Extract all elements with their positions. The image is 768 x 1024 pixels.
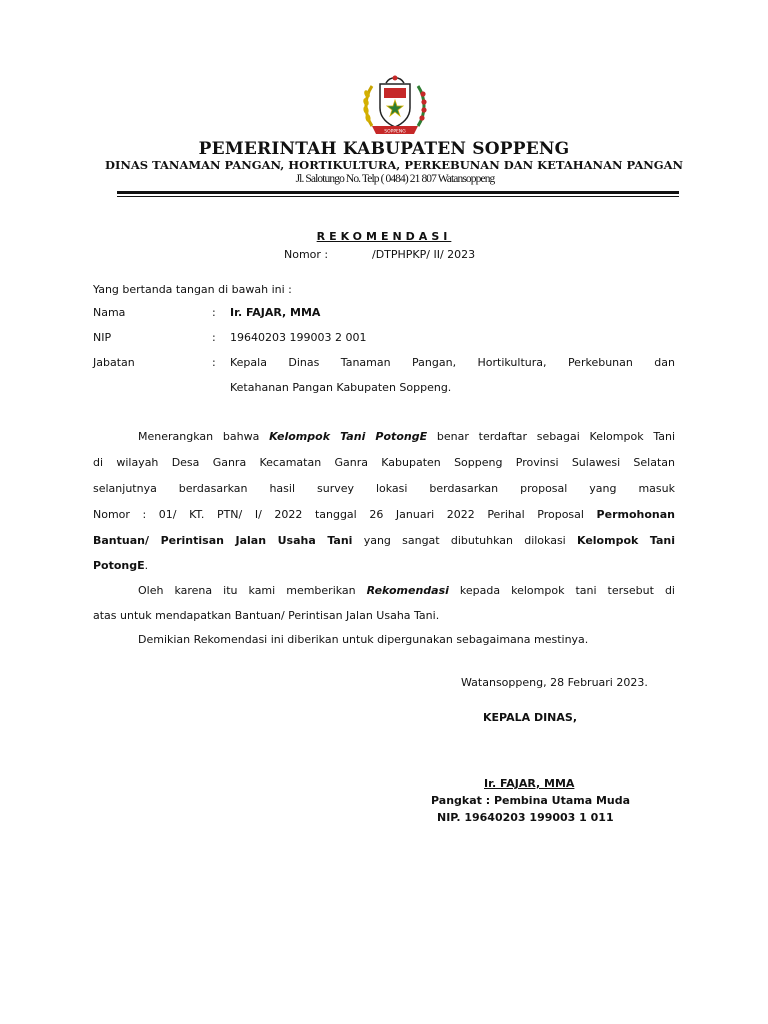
- p1-bold-text: Bantuan/ Perintisan Jalan Usaha Tani: [93, 534, 353, 547]
- farmer-group-name: Kelompok Tani PotongE: [269, 430, 428, 443]
- department-name: DINAS TANAMAN PANGAN, HORTIKULTURA, PERKEBUNAN DAN KETAHANAN PANGAN: [104, 158, 684, 172]
- signer-nip: NIP. 19640203 199003 1 011: [437, 811, 614, 824]
- letter-number-label: Nomor :: [284, 248, 329, 261]
- name-value: Ir. FAJAR, MMA: [230, 306, 321, 319]
- regency-coat-of-arms-icon: [358, 74, 432, 138]
- p2-text: Oleh karena itu kami memberikan: [138, 584, 356, 597]
- letterhead-rule-thick: [117, 191, 679, 194]
- name-label: Nama: [93, 306, 126, 319]
- p1-text: Menerangkan bahwa: [138, 430, 260, 443]
- paragraph1-line4: [93, 508, 675, 522]
- p1-text: yang sangat dibutuhkan dilokasi: [363, 534, 566, 547]
- paragraph2-line1: [138, 584, 675, 598]
- paragraph2-line2: atas untuk mendapatkan Bantuan/ Perintisan Jalan Usaha Tani.: [93, 609, 440, 622]
- nip-colon: :: [212, 331, 216, 344]
- p1-bold-text: Kelompok Tani: [576, 534, 675, 547]
- position-value-line1: Kepala Dinas Tanaman Pangan, Hortikultura, Perkebunan dan: [230, 356, 675, 369]
- organization-name: PEMERINTAH KABUPATEN SOPPENG: [198, 139, 570, 159]
- letter-title: [0, 230, 768, 243]
- office-address: Jl. Salotungo No. Telp ( 0484) 21 807 Watansoppeng: [295, 173, 495, 185]
- p1-bold-text: PotongE: [93, 559, 145, 572]
- nip-label: NIP: [93, 331, 112, 344]
- closing-paragraph: Demikian Rekomendasi ini diberikan untuk dipergunakan sebagaimana mestinya.: [138, 633, 589, 646]
- p1-text: Nomor : 01/ KT. PTN/ I/ 2022 tanggal 26 Januari 2022 Perihal Proposal: [93, 508, 584, 521]
- signer-name: Ir. FAJAR, MMA: [484, 777, 575, 790]
- p1-text: benar terdaftar sebagai Kelompok Tani: [436, 430, 676, 443]
- p2-text: kepada kelompok tani tersebut di: [459, 584, 675, 597]
- signer-position: KEPALA DINAS,: [483, 711, 577, 724]
- recommendation-word: Rekomendasi: [366, 584, 449, 597]
- position-value-line2: Ketahanan Pangan Kabupaten Soppeng.: [230, 381, 452, 394]
- logo-ribbon-text: SOPPENG: [384, 129, 406, 135]
- letter-number-value: /DTPHPKP/ II/ 2023: [372, 248, 476, 261]
- signer-rank: Pangkat : Pembina Utama Muda: [431, 794, 631, 807]
- p1-bold-text: Permohonan: [596, 508, 675, 521]
- nip-value: 19640203 199003 2 001: [230, 331, 367, 344]
- letterhead-rule-thin: [117, 196, 679, 197]
- paragraph1-line1: [138, 430, 675, 444]
- intro-text: Yang bertanda tangan di bawah ini :: [93, 283, 292, 296]
- paragraph1-line3: selanjutnya berdasarkan hasil survey lokasi berdasarkan proposal yang masuk: [93, 482, 675, 495]
- place-date: Watansoppeng, 28 Februari 2023.: [461, 676, 648, 689]
- p1-text: .: [144, 559, 149, 572]
- paragraph1-line2: di wilayah Desa Ganra Kecamatan Ganra Kabupaten Soppeng Provinsi Sulawesi Selatan: [93, 456, 675, 469]
- paragraph1-line6: [93, 559, 148, 573]
- position-colon: :: [212, 356, 216, 369]
- position-label: Jabatan: [93, 356, 135, 369]
- letter-title-text: REKOMENDASI: [316, 230, 452, 243]
- name-colon: :: [212, 306, 216, 319]
- paragraph1-line5: [93, 534, 675, 548]
